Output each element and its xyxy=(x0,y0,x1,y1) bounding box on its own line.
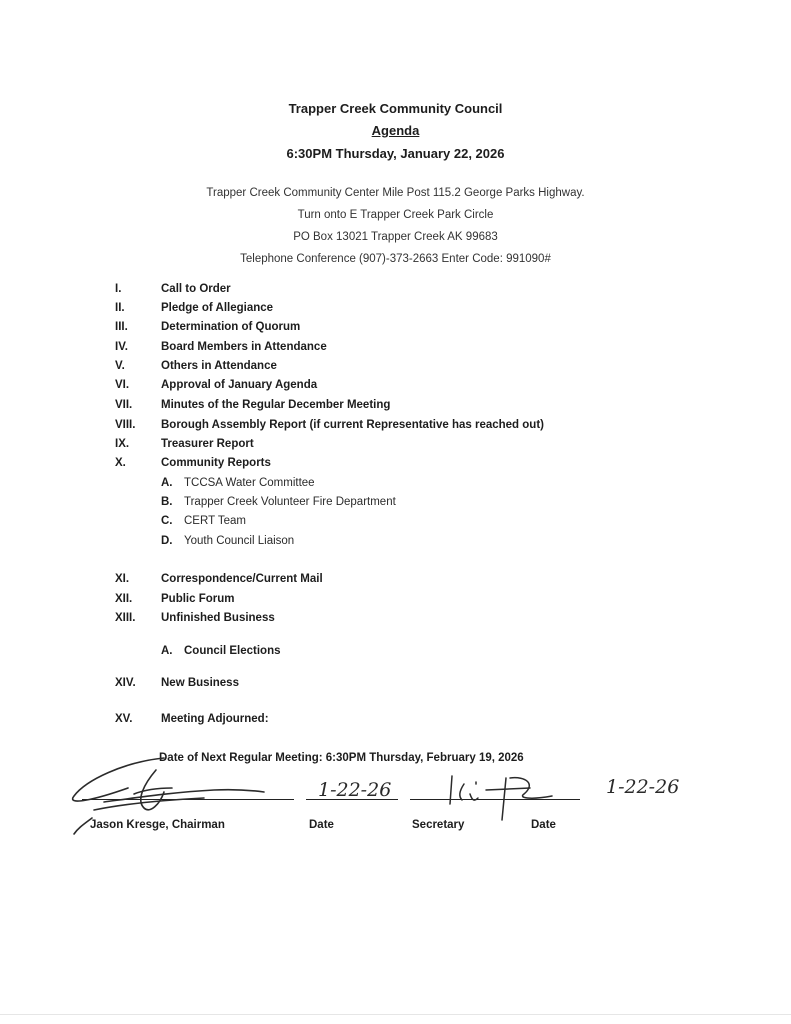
sub-item-label: Youth Council Liaison xyxy=(184,535,295,547)
sub-item xyxy=(0,496,791,512)
sub-item xyxy=(0,645,791,661)
agenda-item-label: Community Reports xyxy=(161,457,271,469)
agenda-item-label: New Business xyxy=(161,677,239,689)
teleconference-line: Telephone Conference (907)-373-2663 Enter Code: 991090# xyxy=(240,253,551,265)
council-title: Trapper Creek Community Council xyxy=(288,101,503,116)
agenda-item xyxy=(0,321,791,337)
agenda-item xyxy=(0,419,791,435)
agenda-item xyxy=(0,360,791,376)
agenda-item xyxy=(0,379,791,395)
sub-item-label: Trapper Creek Volunteer Fire Department xyxy=(184,496,396,508)
agenda-item-number: X. xyxy=(115,457,126,469)
agenda-item-label: Others in Attendance xyxy=(161,360,277,372)
agenda-item-number: V. xyxy=(115,360,125,372)
agenda-item-number: II. xyxy=(115,302,125,314)
agenda-item-label: Correspondence/Current Mail xyxy=(161,573,323,585)
scan-edge-divider xyxy=(0,1014,791,1015)
agenda-item-label: Pledge of Allegiance xyxy=(161,302,274,314)
agenda-item-number: XV. xyxy=(115,713,133,725)
agenda-item xyxy=(0,341,791,357)
sub-item-letter: D. xyxy=(161,535,173,547)
secretary-label: Secretary xyxy=(412,819,465,831)
agenda-item-label: Meeting Adjourned: xyxy=(161,713,269,725)
po-box-line: PO Box 13021 Trapper Creek AK 99683 xyxy=(293,231,498,243)
agenda-item-number: IX. xyxy=(115,438,130,450)
agenda-item-number: IV. xyxy=(115,341,129,353)
agenda-item xyxy=(0,593,791,609)
next-meeting-date: Date of Next Regular Meeting: 6:30PM Thursday, February 19, 2026 xyxy=(159,752,524,764)
agenda-item-label: Call to Order xyxy=(161,283,231,295)
agenda-item xyxy=(0,399,791,415)
agenda-item-label: Unfinished Business xyxy=(161,612,275,624)
meeting-datetime: 6:30PM Thursday, January 22, 2026 xyxy=(286,146,505,161)
agenda-item xyxy=(0,283,791,299)
agenda-item-label: Determination of Quorum xyxy=(161,321,301,333)
sub-item-letter: A. xyxy=(161,645,173,657)
sub-item xyxy=(0,477,791,493)
agenda-item-number: VII. xyxy=(115,399,133,411)
agenda-item-label: Treasurer Report xyxy=(161,438,254,450)
agenda-item xyxy=(0,713,791,729)
secretary-signature xyxy=(440,770,580,825)
agenda-item-number: VIII. xyxy=(115,419,136,431)
agenda-item-label: Approval of January Agenda xyxy=(161,379,318,391)
agenda-item xyxy=(0,612,791,628)
sub-item-label: TCCSA Water Committee xyxy=(184,477,315,489)
directions-line: Turn onto E Trapper Creek Park Circle xyxy=(297,209,494,221)
sub-item xyxy=(0,535,791,551)
sub-item-label: Council Elections xyxy=(184,645,281,657)
agenda-item-label: Minutes of the Regular December Meeting xyxy=(161,399,391,411)
agenda-item-number: I. xyxy=(115,283,122,295)
chairman-label: Jason Kresge, Chairman xyxy=(90,819,225,831)
agenda-item-number: VI. xyxy=(115,379,130,391)
handwritten-date-2: 1-22-26 xyxy=(606,776,680,798)
agenda-item-label: Board Members in Attendance xyxy=(161,341,327,353)
agenda-item-number: XII. xyxy=(115,593,133,605)
sub-item xyxy=(0,515,791,531)
agenda-item-number: XIII. xyxy=(115,612,136,624)
agenda-item xyxy=(0,457,791,473)
agenda-item xyxy=(0,573,791,589)
agenda-item-number: XIV. xyxy=(115,677,136,689)
sub-item-letter: B. xyxy=(161,496,173,508)
agenda-item xyxy=(0,302,791,318)
sub-item-letter: A. xyxy=(161,477,173,489)
agenda-item xyxy=(0,438,791,454)
date-label: Date xyxy=(309,819,334,831)
handwritten-date-1: 1-22-26 xyxy=(318,779,392,801)
agenda-item-number: XI. xyxy=(115,573,130,585)
agenda-item-label: Public Forum xyxy=(161,593,235,605)
date-label: Date xyxy=(531,819,556,831)
sub-item-letter: C. xyxy=(161,515,173,527)
agenda-item-label: Borough Assembly Report (if current Representative has reached out) xyxy=(161,419,544,431)
agenda-heading: Agenda xyxy=(371,123,420,138)
location-line: Trapper Creek Community Center Mile Post 115.2 George Parks Highway. xyxy=(206,187,585,199)
agenda-item xyxy=(0,677,791,693)
sub-item-label: CERT Team xyxy=(184,515,246,527)
agenda-item-number: III. xyxy=(115,321,128,333)
